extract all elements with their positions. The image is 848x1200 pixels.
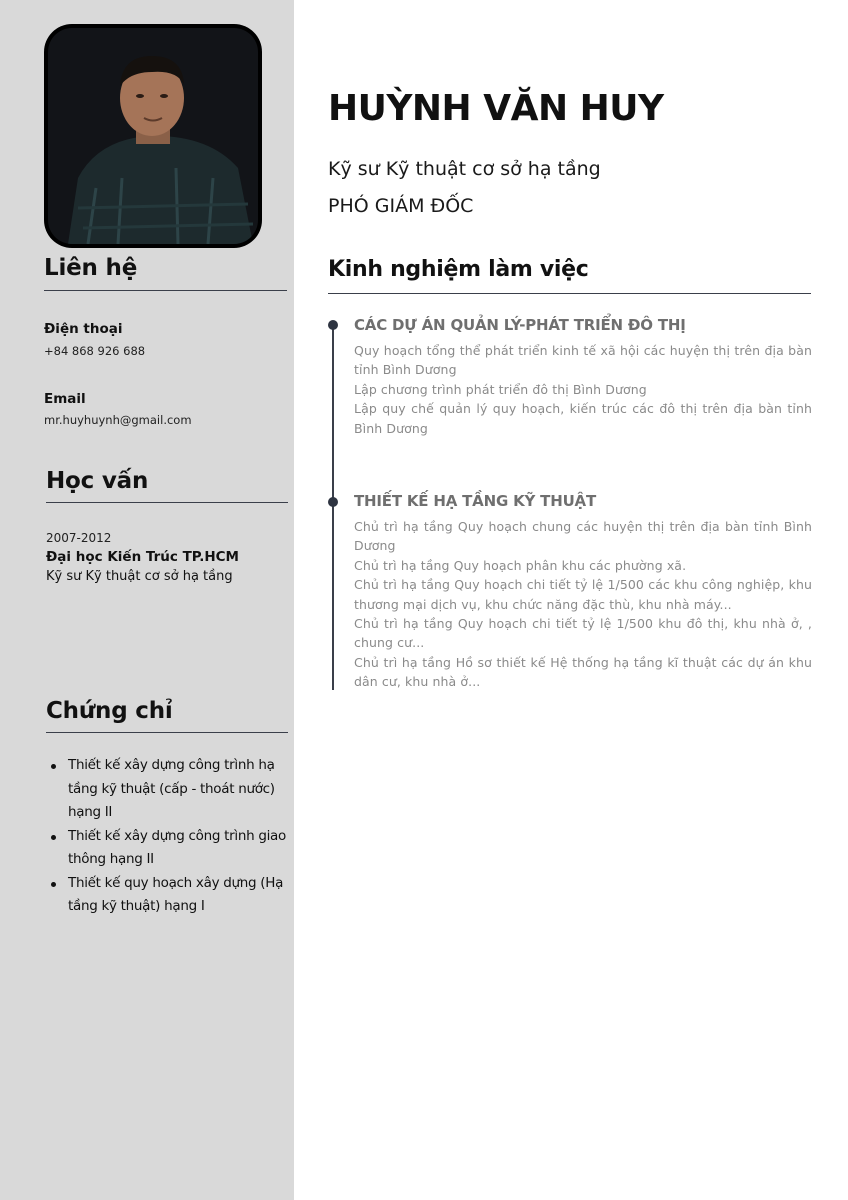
job-line: Chủ trì hạ tầng Quy hoạch chung các huyện thị trên địa bàn tỉnh Bình Dương	[354, 519, 812, 554]
phone-label: Điện thoại	[44, 321, 123, 337]
timeline-dot	[328, 320, 338, 330]
education-years: 2007-2012	[46, 531, 112, 545]
experience-divider	[328, 293, 811, 294]
certificate-item: Thiết kế quy hoạch xây dựng (Hạ tầng kỹ thuật) hạng I	[46, 872, 292, 919]
candidate-title: Kỹ sư Kỹ thuật cơ sở hạ tầng	[328, 158, 601, 180]
job-line: Lập quy chế quản lý quy hoạch, kiến trúc các đô thị trên địa bàn tỉnh Bình Dương	[354, 401, 812, 436]
job-description	[354, 341, 812, 438]
profile-photo	[44, 24, 262, 248]
certificates-heading: Chứng chỉ	[46, 698, 173, 724]
phone-value: +84 868 926 688	[44, 344, 146, 358]
job-description	[354, 517, 812, 692]
job-line: Chủ trì hạ tầng Hồ sơ thiết kế Hệ thống hạ tầng kĩ thuật các dự án khu dân cư, khu nhà ở...	[354, 654, 812, 690]
certificates-divider	[46, 732, 288, 733]
candidate-name: HUỲNH VĂN HUY	[328, 88, 664, 129]
timeline-dot	[328, 497, 338, 507]
certificate-item: Thiết kế xây dựng công trình hạ tầng kỹ thuật (cấp - thoát nước) hạng II	[46, 754, 292, 825]
job-title: CÁC DỰ ÁN QUẢN LÝ-PHÁT TRIỂN ĐÔ THỊ	[354, 316, 686, 334]
job-line: Chủ trì hạ tầng Quy hoạch chi tiết tỷ lệ 1/500 các khu công nghiệp, khu thương mại dịch vụ, khu chức năng đặc thù, khu nhà máy...	[354, 577, 812, 612]
candidate-position: PHÓ GIÁM ĐỐC	[328, 195, 474, 217]
experience-heading: Kinh nghiệm làm việc	[328, 257, 589, 282]
certificate-item: Thiết kế xây dựng công trình giao thông hạng II	[46, 825, 292, 872]
job-line: Quy hoạch tổng thể phát triển kinh tế xã hội các huyện thị trên địa bàn tỉnh Bình Dương	[354, 343, 812, 378]
contact-heading: Liên hệ	[44, 255, 138, 281]
timeline-line	[332, 326, 334, 690]
education-divider	[46, 502, 288, 503]
job-line: Chủ trì hạ tầng Quy hoạch chi tiết tỷ lệ 1/500 khu đô thị, khu nhà ở, , chung cư...	[354, 616, 812, 651]
job-title: THIẾT KẾ HẠ TẦNG KỸ THUẬT	[354, 492, 596, 510]
education-school: Đại học Kiến Trúc TP.HCM	[46, 549, 239, 565]
certificates-list	[46, 754, 292, 919]
job-line: Lập chương trình phát triển đô thị Bình Dương	[354, 381, 647, 397]
job-line: Chủ trì hạ tầng Quy hoạch phân khu các phường xã.	[354, 557, 687, 573]
education-degree: Kỹ sư Kỹ thuật cơ sở hạ tầng	[46, 569, 233, 584]
email-label: Email	[44, 391, 86, 407]
profile-photo-image	[48, 28, 258, 244]
email-value: mr.huyhuynh@gmail.com	[44, 413, 192, 427]
contact-divider	[44, 290, 287, 291]
sidebar	[0, 0, 294, 1200]
education-heading: Học vấn	[46, 468, 149, 494]
